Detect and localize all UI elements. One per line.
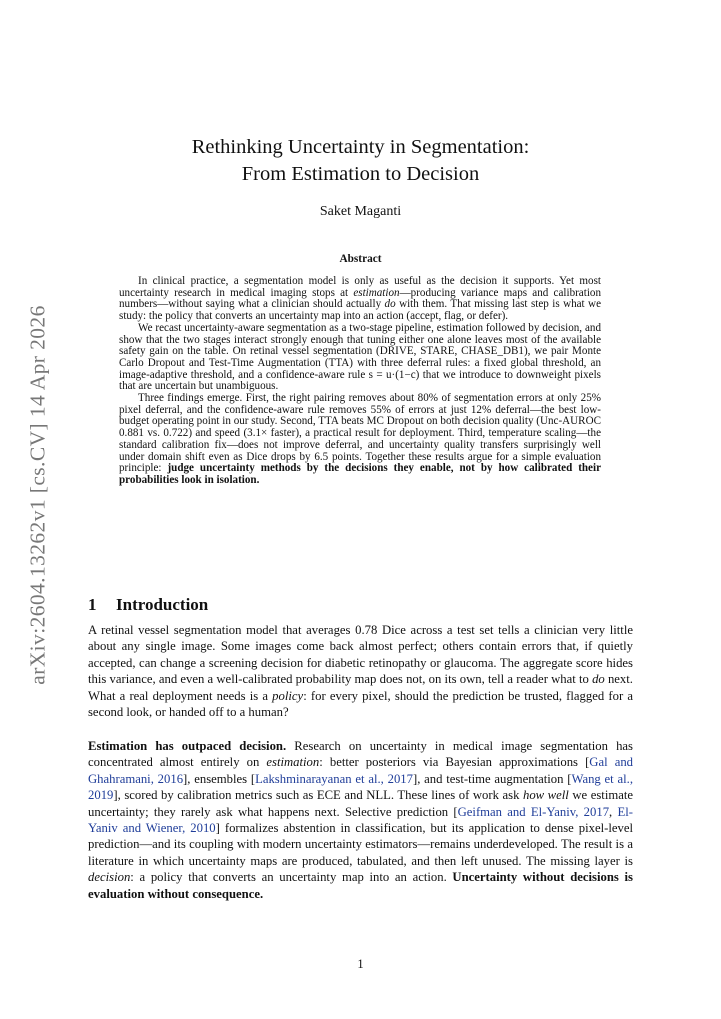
author-name: Saket Maganti: [319, 204, 402, 219]
abstract-heading: Abstract: [339, 253, 382, 265]
emphasis: do: [592, 672, 605, 687]
section-number: 1: [88, 595, 97, 614]
body-text: next. What a real deployment needs is a: [88, 672, 633, 703]
body-text: ], and test-time augmentation [: [412, 771, 572, 786]
emphasis: estimation: [266, 755, 320, 770]
body-text: A retinal vessel segmentation model that averages 0.78 Dice across a test set tells a clinician very little about any single image. Some images come back almost perfect; others contain errors that, if quietly accepted, can change a screening decision for diabetic retinopathy or glaucoma. The aggregate score hides this variance, and even a well-calibrated probability map does not, on its own, tell a reader what to: [88, 623, 633, 687]
citation-link[interactable]: Gal and Ghahramani, 2016: [88, 755, 634, 786]
body-text: ], scored by calibration metrics such as ECE and NLL. These lines of work ask: [113, 788, 523, 803]
paper-title: [0, 134, 721, 188]
emphasis: policy: [272, 688, 304, 703]
intro-paragraph: [88, 622, 633, 720]
abstract-principle: judge uncertainty methods by the decisions they enable, not by how calibrated their probabilities look in isolation.: [119, 462, 601, 486]
emphasis: how well: [522, 788, 569, 803]
paragraph-heading: Estimation has outpaced decision.: [88, 739, 287, 753]
abstract-text: Three findings emerge. First, the right pairing removes about 80% of segmentation errors at only 25% pixel deferral, and the confidence-aware rule removes 55% of errors at just 12% deferral—the best low-budget operating point in our study. Second, TTA beats MC Dropout on both decision quality (Unc-AUROC 0.881 vs. 0.722) and speed (3.1× faster), a practical result for deployment. Third, temperature scaling—the standard calibration fix—does not improve deferral, and uncertainty quality transfers surprisingly well under domain shift even as Dice drops by 6.5 points. Together these results argue for a simple evaluation principle:: [119, 392, 601, 475]
body-text: : better posteriors via Bayesian approximations [: [319, 755, 590, 770]
citation-link[interactable]: Lakshminarayanan et al., 2017: [255, 771, 413, 786]
citation-link[interactable]: Geifman and El-Yaniv, 2017: [457, 804, 610, 819]
emphasis: do: [384, 298, 396, 311]
page-number: 1: [357, 957, 364, 971]
section-title: Introduction: [116, 595, 209, 614]
title-line-2: From Estimation to Decision: [241, 163, 480, 185]
body-text: ] formalizes abstention in classification, but its application to dense pixel-level prediction—and its coupling with modern uncertainty estimators—remains underdeveloped. The result is a literature in which uncertainty maps are produced, tabulated, and then left unused. The missing layer is: [88, 821, 633, 868]
body-text: : a policy that converts an uncertainty map into an action.: [130, 870, 453, 885]
abstract-text: with them. That missing last step is what we study: the policy that converts an uncertainty map into an action (accept, flag, or defer).: [119, 298, 601, 323]
citation-link[interactable]: Wang et al., 2019: [88, 771, 633, 803]
estimation-paragraph: [88, 738, 633, 902]
body-text: ,: [609, 804, 618, 819]
emphasis: decision: [88, 870, 131, 885]
body-text: ], ensembles [: [183, 771, 256, 786]
key-claim: Uncertainty without decisions is evaluation without consequence.: [88, 870, 633, 901]
arxiv-id-text: arXiv:2604.13262v1 [cs.CV] 14 Apr 2026: [25, 305, 50, 685]
emphasis: estimation: [353, 286, 400, 299]
body-text: Research on uncertainty in medical image segmentation has concentrated almost entirely on: [88, 739, 633, 770]
body-text: : for every pixel, should the prediction be trusted, flagged for a second look, or handed off to a human?: [88, 688, 633, 720]
arxiv-stamp: [23, 296, 53, 694]
abstract-paragraph-2: We recast uncertainty-aware segmentation as a two-stage pipeline, estimation followed by decision, and show that the two stages interact strongly enough that tuning either one alone leaves most of the available safety gain on the table. On retinal vessel segmentation (DRIVE, STARE, CHASE_DB1), we pair Monte Carlo Dropout and Test-Time Augmentation (TTA) with three deferral rules: a fixed global threshold, an image-adaptive threshold, and a confidence-aware rule s = u·(1−c) that we introduce to downweight pixels that are uncertain but unambiguous.: [119, 321, 601, 393]
abstract-paragraph-3: [119, 393, 601, 487]
body-text: we estimate uncertainty; they rarely ask what happens next. Selective prediction [: [88, 788, 633, 819]
citation-link[interactable]: El-Yaniv and Wiener, 2010: [88, 804, 633, 836]
section-heading: [88, 595, 208, 615]
abstract-paragraph-1: [119, 276, 601, 323]
abstract-body: [119, 276, 601, 487]
title-line-1: Rethinking Uncertainty in Segmentation:: [191, 136, 530, 158]
abstract-text: —producing variance maps and calibration numbers—without saying what a clinician should actually: [119, 286, 601, 311]
abstract-text: In clinical practice, a segmentation model is only as useful as the decision it supports. Yet most uncertainty research in medical imaging stops at: [119, 275, 601, 299]
